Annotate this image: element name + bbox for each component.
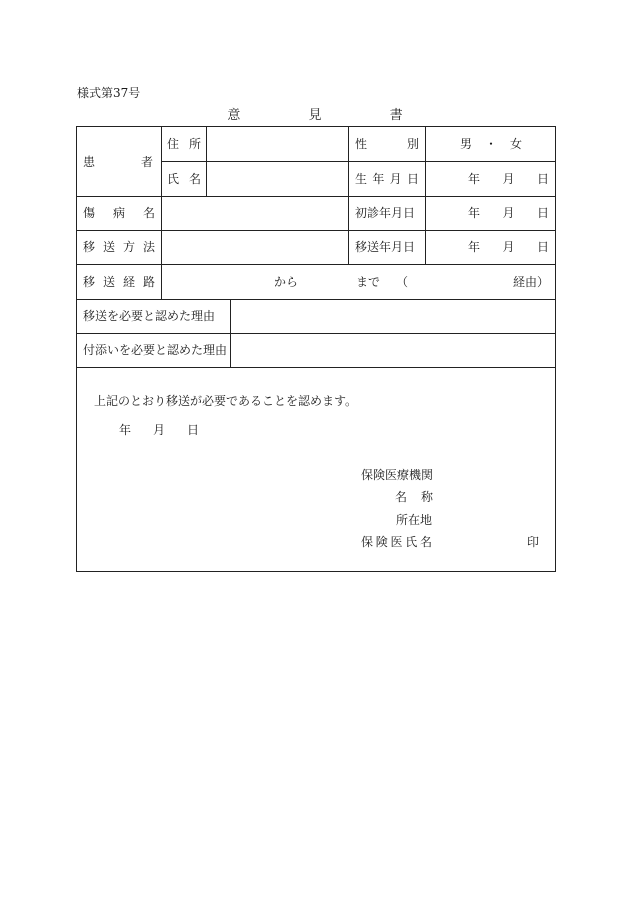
doctor-name-label: 保 険 医 氏 名	[361, 535, 432, 549]
injury-name-field[interactable]	[163, 198, 346, 228]
address-field[interactable]	[208, 129, 346, 159]
injury-label: 傷 病 名	[83, 206, 155, 220]
title-char: 見	[308, 108, 322, 123]
name-label: 氏 名	[167, 172, 201, 186]
transport-method-field[interactable]	[163, 232, 346, 262]
sex-male[interactable]: 男	[460, 137, 473, 151]
address-label: 住 所	[167, 137, 201, 151]
first-visit-label: 初診年月日	[355, 206, 416, 220]
route-from: から	[274, 275, 299, 289]
seal-mark: 印	[527, 535, 540, 549]
title-char: 書	[389, 108, 403, 123]
institution-location-label: 所在地	[396, 513, 433, 527]
transport-date-label: 移送年月日	[355, 240, 416, 254]
route-paren-open: （	[396, 275, 409, 289]
sex-female[interactable]: 女	[509, 137, 522, 151]
sex-label: 性 別	[355, 137, 419, 151]
route-to: まで	[356, 275, 381, 289]
form-number: 様式第37号	[77, 86, 141, 100]
birthdate-field[interactable]: 年 月 日	[468, 172, 549, 186]
name-field[interactable]	[208, 164, 346, 194]
institution-label: 保険医療機関	[361, 468, 434, 482]
reason-attendant-label: 付添いを必要と認めた理由	[83, 343, 228, 357]
reason-transport-field[interactable]	[233, 301, 553, 331]
route-via: 経由）	[513, 275, 550, 289]
reason-transport-label: 移送を必要と認めた理由	[83, 309, 216, 323]
birthdate-label: 生 年 月 日	[355, 172, 419, 186]
sex-separator: ・	[484, 137, 497, 151]
document-title	[0, 104, 630, 123]
certification-statement: 上記のとおり移送が必要であることを認めます。	[94, 394, 358, 408]
transport-date-field[interactable]: 年 月 日	[468, 240, 549, 254]
title-char: 意	[227, 108, 241, 123]
reason-attendant-field[interactable]	[233, 335, 553, 365]
route-label: 移 送 経 路	[83, 275, 155, 289]
opinion-form-table	[76, 126, 556, 572]
institution-name-label: 名 称	[395, 490, 433, 504]
certification-date[interactable]: 年 月 日	[119, 423, 199, 437]
first-visit-date-field[interactable]: 年 月 日	[468, 206, 549, 220]
patient-label: 患 者	[83, 155, 153, 169]
transport-method-label: 移 送 方 法	[83, 240, 155, 254]
sex-options[interactable]	[460, 138, 522, 150]
